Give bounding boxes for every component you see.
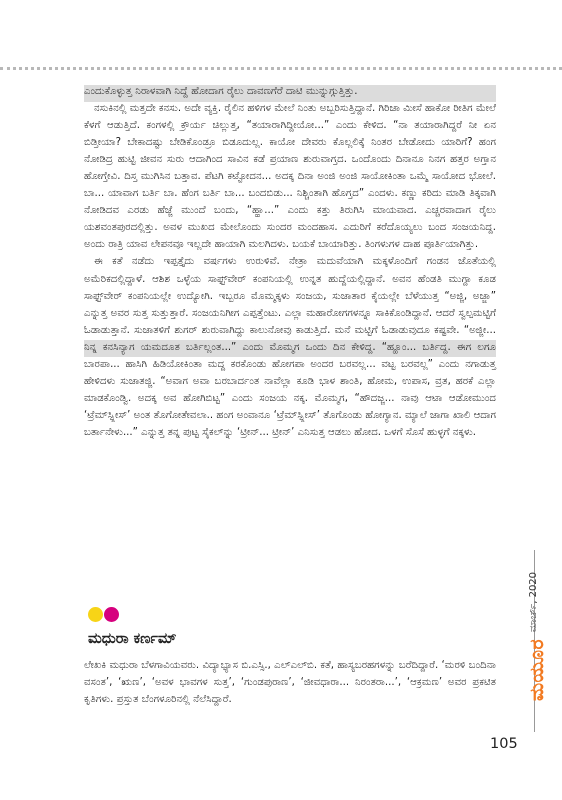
story-body	[84, 83, 496, 441]
author-bio: ಲೇಖಕಿ ಮಧುರಾ ಬೆಳಗಾವಿಯವರು. ವಿದ್ಯಾಭ್ಯಾಸ ಬಿ.ಎಸ್ಸಿ., ಎಲ್‌ಎಲ್‌ಬಿ. ಕತೆ, ಹಾಸ್ಯಬರಹಗಳನ್ನು ಬರೆದಿದ್ದಾರೆ. ‘ಮರಳಿ ಬಂದಿನಾ ವಸಂತ’, ‘ಋಣ’, ‘ಅವಳ ಭಾವಗಳ ಸುತ್ತ’, ‘ಗುಂಡಪುರಾಣ’, ‘ಜೀವಧಾರಾ... ನಿರಂತರಾ...’, ‘ಆಕ್ರಮಣ’ ಅವರ ಪ್ರಕಟಿತ ಕೃತಿಗಳು. ಪ್ರಸ್ತುತ ಬೆಂಗಳೂರಿನಲ್ಲಿ ನೆಲೆಸಿದ್ದಾರೆ.	[84, 660, 496, 706]
magenta-dot	[104, 607, 119, 622]
page-number: 105	[490, 736, 518, 752]
author-name: ಮಧುರಾ ಕರ್ಣಮ್	[88, 631, 177, 647]
story-paragraph: ನಸುಕಿನಲ್ಲಿ ಮತ್ತದೇ ಕನಸು. ಅದೇ ವ್ಯಕ್ತಿ. ರೈಲಿನ ಹಳಿಗಳ ಮೇಲೆ ನಿಂತು ಅಬ್ಬರಿಸುತ್ತಿದ್ದಾನೆ. ಗಿರಿಜಾ ಮೀಸೆ ಹಾಕೋ ರೀತಿಗ ಮೇಲೆ ಕೆಳಗೆ ಆಡುತ್ತಿದೆ. ಕಂಗಳಲ್ಲಿ ಕ್ರೌರ್ಯ ಚಿಲ್ಲುತ್ತ, “ತಯಾರಾಗಿದ್ದೀಯೋ...” ಎಂದು ಕೇಳಿದ. “ನಾ ತಯಾರಾಗಿದ್ದರೆ ನೀ ಏನ ಬಿಡ್ತೀಯಾ? ಬೇಕಾದಷ್ಟು ಬೇಡಿಕೊಂಡ್ರೂ ಬಿಡೂದುಲ್ಲ. ಕಾಯೋ ದೇವರು ಕೊಲ್ಲಲಿಕ್ಕೆ ನಿಂತರ ಬೇಡೋದು ಯಾರಿಗೆ? ಹಂಗ ನೋಡಿದ್ರ ಹುಟ್ಟಿ ಜೀವನ ಸುರು ಆದಾಗಿಂದ ಸಾವಿನ ಕಡೆ ಪ್ರಯಾಣ ಶುರುವಾಗ್ತದ. ಒಂದೊಂದು ದಿನಾನೂ ನಿನಗ ಹತ್ತರ ಅಗ್ತಾನ ಹೋಗ್ತೇವಿ. ದಿಸ್ತ ಮುಗಿಸಿನ ಬತ್ತಾವ. ಪೆಟಗಿ ಕಟ್ಟೋದನ... ಅದಕ್ಕ ದಿನಾ ಅಂಜಿ ಅಂಜಿ ಸಾಯೋಕಿಂತಾ ಒಮ್ಮೆ ಸಾಯೋದ ಭೋಲೆ. ಬಾ... ಯಾವಾಗ ಬರ್ತಿ ಬಾ. ಹೆಂಗ ಬರ್ತಿ ಬಾ... ಬಂದಬಿಡು... ನಿಶ್ಚಿಂತಾಗಿ ಹೊಗ್ತದ” ಎಂದಳು. ಕಣ್ಣು ಕರಿದು ಮಾಡಿ ತಿಕ್ಕವಾಗಿ ನೋಡಿದವ ಎರಡು ಹೆಜ್ಜೆ ಮುಂದೆ ಬಂದು, “ಹ್ಹಾ...” ಎಂದು ಕತ್ತು ತಿರುಗಿಸಿ ಮಾಯವಾದ. ಎಚ್ಚರವಾದಾಗ ರೈಲು ಯಶವಂತಪುರದಲ್ಲಿತ್ತು. ಅವಳ ಮುಖದ ಮೇಲೊಂದು ಸುಂದರ ಮಂದಹಾಸ. ಎದುರಿಗೆ ಕರೆದೊಯ್ಯಲು ಬಂದ ಸಂಜಯನಿದ್ದ. ಅಂದು ರಾತ್ರಿ ಯಾವ ಲೇಪನವೂ ಇಲ್ಲದೇ ಹಾಯಾಗಿ ಮಲಗಿದಳು. ಬಯಕೆ ಬಾಯಾರಿತ್ತು. ತಿಂಗಳುಗಳ ದಾಹ ಪೂರ್ತಿಯಾಗಿತ್ತು.	[84, 103, 496, 251]
story-paragraph: ಈ ಕತೆ ನಡೆದು ಇಪ್ಪತ್ತೈದು ವರ್ಷಗಳು ಉರುಳಿವೆ. ನೇತ್ರಾ ಮದುವೆಯಾಗಿ ಮಕ್ಕಳೊಂದಿಗೆ ಗಂಡನ ಜೊತೆಯಲ್ಲಿ ಅಮೆರಿಕದಲ್ಲಿದ್ದಾಳೆ. ಆಶಿಶ ಒಳ್ಳೆಯ ಸಾಫ್ಟ್‌ವೇರ್ ಕಂಪನಿಯಲ್ಲಿ ಉನ್ನತ ಹುದ್ದೆಯಲ್ಲಿದ್ದಾನೆ. ಅವನ ಹೆಂಡತಿ ಮುಗ್ದಾ ಕೂಡ ಸಾಫ್ಟ್‌ವೇರ್ ಕಂಪನಿಯಲ್ಲೇ ಉದ್ಯೋಗಿ. ಇಬ್ಬರೂ ಮೊಮ್ಮಕ್ಕಳು ಸಂಜಯ, ಸುಜಾತಾರ ಕೈಯಲ್ಲೇ ಬೆಳೆಯುತ್ತ “ಅಜ್ಜಿ, ಅಜ್ಜಾ” ಎನ್ನುತ್ತ ಅವರ ಸುತ್ತ ಸುತ್ತುತ್ತಾರೆ. ಸಂಜಯನಿಗೀಗ ಎಪ್ಪತ್ತೆಂಟು. ಎಲ್ಲಾ ಮಹಾರೋಗಗಳನ್ನೂ ಸಾಕಿಕೊಂಡಿದ್ದಾನೆ. ಆದರೆ ಸ್ವಲ್ಪಮಟ್ಟಿಗೆ ಓಡಾಡುತ್ತಾನೆ. ಸುಜಾತಳಿಗೆ ಶುಗರ್ ಶುರುವಾಗಿದ್ದು ಕಾಲುನೋವು ಕಾಡುತ್ತಿದೆ. ಮನೆ ಮಟ್ಟಿಗೆ ಓಡಾಡುವುದೂ ಕಷ್ಟವೇ. “ಅಜ್ಜೀ... ನಿನ್ನ ಕನಸಿನ್ಯಾಗ ಯಮದೂತ ಬರ್ತಿಲ್ಲಂತ...” ಎಂದು ಮೊಮ್ಮಗ ಒಂದು ದಿನ ಕೇಳಿದ್ದ. “ಹ್ಹೂಂ... ಬರ್ತಿದ್ದ. ಈಗ ಲಗೂ ಬಾರಪಾ... ಹಾಸಿಗಿ ಹಿಡಿಯೋಕಿಂತಾ ಮದ್ದ ಕರಕೊಂಡು ಹೋಗಪಾ ಅಂದರ ಬರವಲ್ಲ... ವಟ್ಟ ಬರವಲ್ಲ” ಎಂದು ನಗಾಡುತ್ತ ಹೇಳಿದಳು ಸುಜಾತಜ್ಜಿ. “ಅವಾಗ ಅವಾ ಬರಬಾರ್ದಂತ ನಾವೆಲ್ಲಾ ಕೂಡಿ ಭಾಳ ಶಾಂತಿ, ಹೋಮ, ಉಪಾಸ, ವ್ರತ, ಹರಕೆ ಎಲ್ಲಾ ಮಾಡಕೊಂಡ್ವಿ. ಅದಕ್ಕ ಅವ ಹೋಗಿಬಿಟ್ಟ” ಎಂದು ಸಂಜಯ ನಕ್ಕ. ಮೊಮ್ಮಗ, “ಹೌದಜ್ಜ... ನಾವು ಆಟಾ ಆಡೋಮುಂದ ‘ಟ್ರೆಮ್‌ಸ್ಪ್ಲೀಸ್’ ಅಂತ ತೊಗೋತೇವಲಾ.. ಹಂಗ ಅಂವಾನೂ ‘ಟ್ರೆಮ್‌ಸ್ಪ್ಲೀಸ್’ ತೊಗೊಂಡು ಹೋಗ್ಯಾನ. ಮ್ಯಾಲೆ ಜಾಗಾ ಖಾಲಿ ಆದಾಗ ಬರ್ತಾನೇಳು...” ಎನ್ನುತ್ತ ತನ್ನ ಪುಟ್ಟ ಸೈಕಲ್‌ನ್ನು ‘ಟ್ರೀನ್... ಟ್ರೀನ್’ ಎನಿಸುತ್ತ ಆಡಲು ಹೋದ. ಒಳಗೆ ಸೊಸೆ ಹುಳ್ಳಗೆ ನಕ್ಕಳು.	[84, 256, 496, 438]
issue-date: ಮಾರ್ಚ್, 2020	[528, 571, 539, 633]
decorative-dots	[88, 607, 128, 623]
story-paragraph: ಎಂದುಕೊಳ್ಳುತ್ತ ನಿರಾಳವಾಗಿ ನಿದ್ದೆ ಹೋದಾಗ ರೈಲು ದಾವಣಗೆರೆ ದಾಟಿ ಮುನ್ನುಗ್ಗುತ್ತಿತ್ತು.	[84, 86, 358, 97]
top-dotted-rule	[0, 67, 562, 70]
magazine-logo: ಮಯೂರ	[526, 638, 548, 702]
magazine-sidebar	[516, 571, 554, 730]
yellow-dot	[88, 607, 103, 622]
